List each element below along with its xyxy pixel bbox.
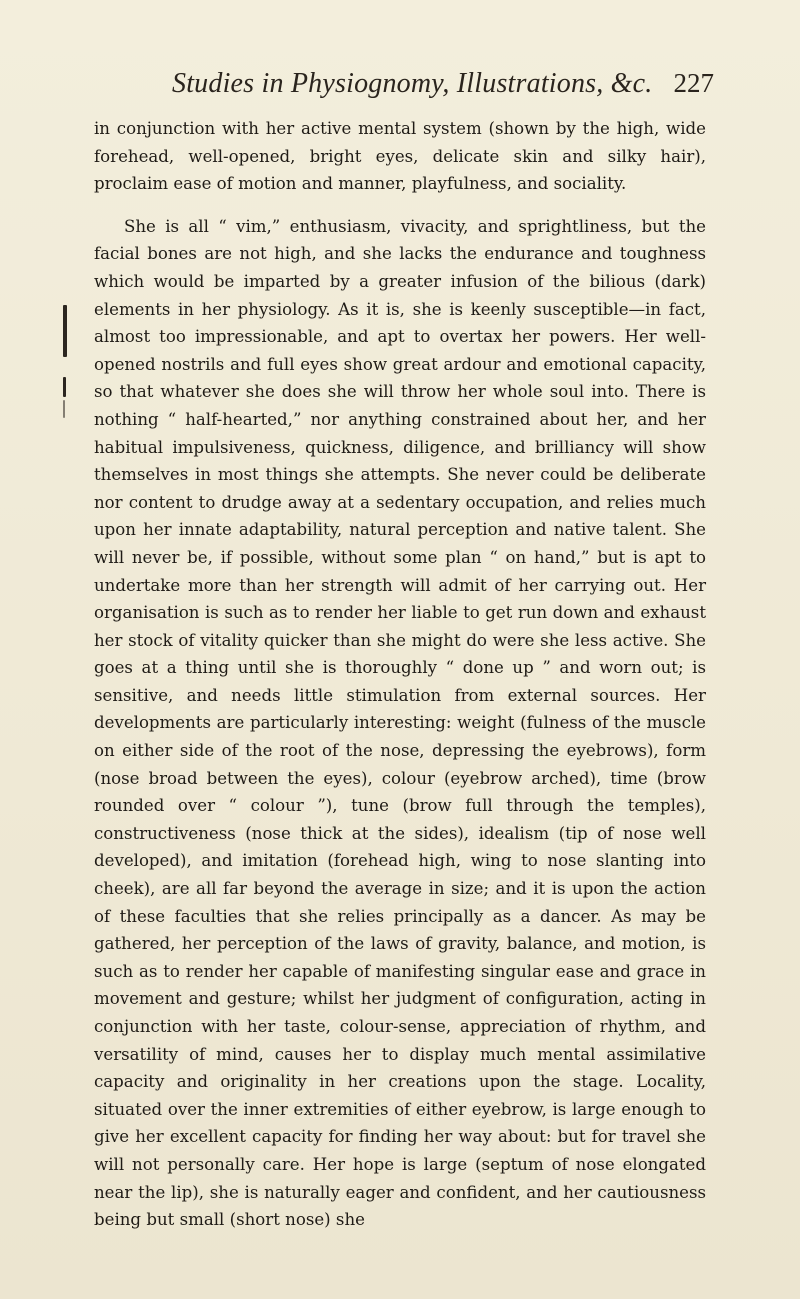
- body-text: [94, 115, 706, 1234]
- margin-pencil-mark: [63, 400, 65, 418]
- margin-pencil-mark: [63, 305, 67, 357]
- paragraph-continued: in conjunction with her active mental system (shown by the high, wide forehead, well-opened, bright eyes, delicate skin and silky hair), proclaim ease of motion and manner, playfulness, and sociality.: [94, 119, 706, 194]
- margin-pencil-mark: [63, 377, 66, 397]
- page-number: 227: [673, 68, 714, 98]
- running-head-title: Studies in Physiognomy, Illustrations, &c.: [172, 68, 653, 99]
- paragraph: She is all “ vim,” enthusiasm, vivacity, and sprightliness, but the facial bones are not high, and she lacks the endurance and toughness which would be imparted by a greater infusion of the bilious (dark) elements in her physiology. As it is, she is keenly susceptible—in fact, almost too impressionable, and apt to overtax her powers. Her well-opened nostrils and full eyes show great ardour and emotional capacity, so that whatever she does she will throw her whole soul into. There is nothing “ half-hearted,” nor anything constrained about her, and her habitual impulsiveness, quickness, diligence, and brilliancy will show themselves in most things she attempts. She never could be deliberate nor content to drudge away at a sedentary occupation, and relies much upon her innate adaptability, natural perception and native talent. She will never be, if possible, without some plan “ on hand,” but is apt to undertake more than her strength will admit of her carrying out. Her organisation is such as to render her liable to get run down and exhaust her stock of vitality quicker than she might do were she less active. She goes at a thing until she is thoroughly “ done up ” and worn out; is sensitive, and needs little stimulation from external sources. Her developments are particularly interesting: weight (fulness of the muscle on either side of the root of the nose, depressing the eyebrows), form (nose broad between the eyes), colour (eyebrow arched), time (brow rounded over “ colour ”), tune (brow full through the temples), constructiveness (nose thick at the sides), idealism (tip of nose well developed), and imitation (forehead high, wing to nose slanting into cheek), are all far beyond the average in size; and it is upon the action of these faculties that she relies principally as a dancer. As may be gathered, her perception of the laws of gravity, balance, and motion, is such as to render her capable of manifesting singular ease and grace in movement and gesture; whilst her judgment of configuration, acting in conjunction with her taste, colour-sense, appreciation of rhythm, and versatility of mind, causes her to display much mental assimilative capacity and originality in her creations upon the stage. Locality, situated over the inner extremities of either eyebrow, is large enough to give her excellent capacity for finding her way about: but for travel she will not personally care. Her hope is large (septum of nose elongated near the lip), she is naturally eager and confident, and her cautiousness being but small (short nose) she: [94, 216, 706, 1230]
